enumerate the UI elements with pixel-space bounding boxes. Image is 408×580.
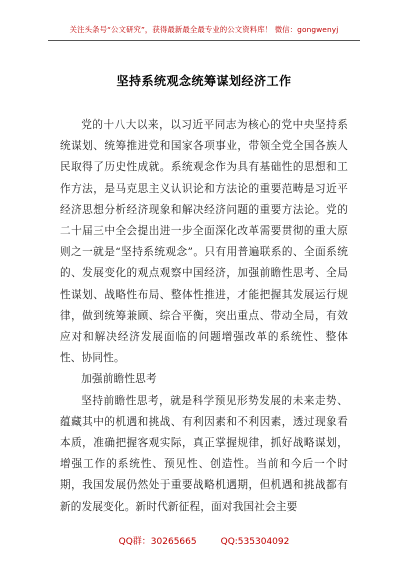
header-banner: 关注头条号“公文研究”，获得最新最全最专业的公文资料库！ 微信：gongwenyj <box>69 25 339 34</box>
qq-text: QQ:535304092 <box>220 537 290 547</box>
section-heading: 加强前瞻性思考 <box>81 373 157 386</box>
qq-group-text: QQ群：30265665 <box>118 537 197 547</box>
document-body <box>60 115 348 518</box>
body-paragraph: 坚持前瞻性思考，就是科学预见形势发展的未来走势、蕴藏其中的机遇和挑战、有利因素和不利因素，透过现象看本质，准确把握客观实际，真正掌握规律，抓好战略谋划，增强工作的系统性、预见性、创造性。当前和今后一个时期，我国发展仍然处于重要战略机遇期，但机遇和挑战都有新的发展变化。新时代新征程，面对我国社会主要 <box>60 394 348 513</box>
header-divider <box>48 40 360 41</box>
document-title: 坚持系统观念统筹谋划经济工作 <box>116 74 292 88</box>
body-paragraph: 党的十八大以来，以习近平同志为核心的党中央坚持系统谋划、统筹推进党和国家各项事业，带领全党全国各族人民取得了历史性成就。系统观念作为具有基础性的思想和工作方法，是马克思主义认识论和方法论的重要范畴是习近平经济思想分析经济现象和解决经济问题的重要方法论。党的二十届三中全会提出进一步全面深化改革需要贯彻的重大原则之一就是“坚持系统观念”。只有用普遍联系的、全面系统的、发展变化的观点观察中国经济，加强前瞻性思考、全局性谋划、战略性布局、整体性推进，才能把握其发展运行规律，做到统筹兼顾、综合平衡，突出重点、带动全局，有效应对和解决经济发展面临的问题增强改革的系统性、整体性、协同性。 <box>60 119 348 365</box>
footer-contact <box>0 534 408 547</box>
